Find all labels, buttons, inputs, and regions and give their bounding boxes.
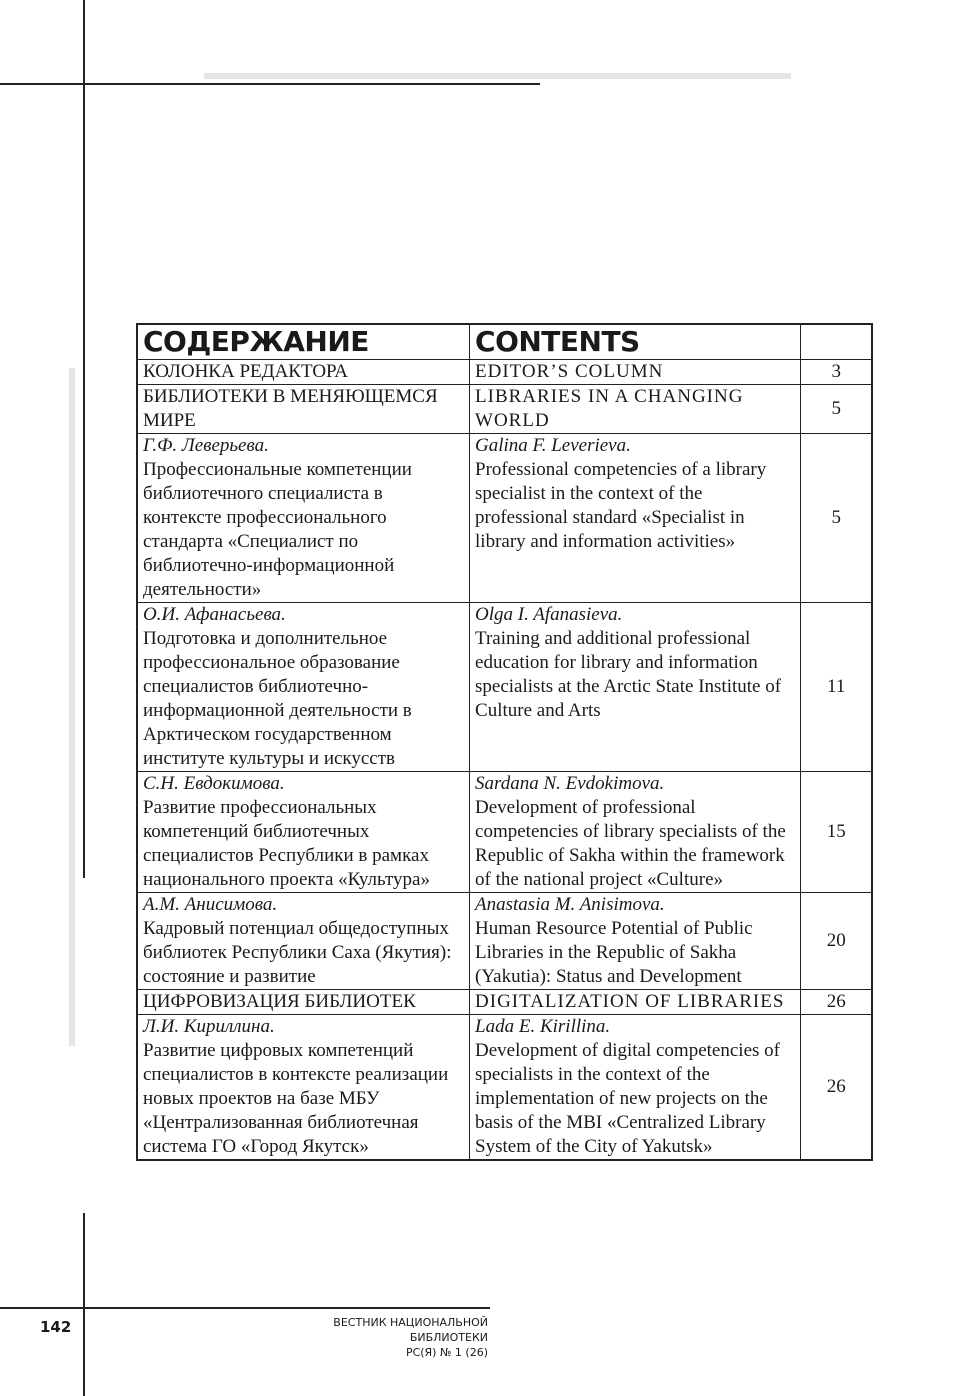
author-ru: А.М. Анисимова. xyxy=(143,894,278,915)
author-en: Anastasia M. Anisimova. xyxy=(475,894,665,915)
article-row xyxy=(137,772,872,893)
cell-ru xyxy=(137,434,470,603)
page-ref: 11 xyxy=(801,603,872,772)
cell-en xyxy=(470,990,801,1015)
cell-en xyxy=(470,385,801,434)
author-en: Olga I. Afanasieva. xyxy=(475,604,623,625)
author-ru: Г.Ф. Леверьева. xyxy=(143,435,269,456)
cell-ru xyxy=(137,360,470,385)
article-title-ru: Кадровый потенциал общедоступных библиотек Республики Саха (Якутия): состояние и развитие xyxy=(143,918,452,987)
cell-ru xyxy=(137,990,470,1015)
cell-en xyxy=(470,772,801,893)
author-ru: Л.И. Кириллина. xyxy=(143,1016,275,1037)
article-title-en: Training and additional professional education for library and information specialists at the Arctic State Institute of Culture and Arts xyxy=(475,628,782,721)
top-vertical-rule xyxy=(83,0,85,878)
section-row xyxy=(137,385,872,434)
journal-title: ВЕСТНИК НАЦИОНАЛЬНОЙ БИБЛИОТЕКИ РС(Я) № 1 (26) xyxy=(333,1316,488,1359)
section-row xyxy=(137,360,872,385)
top-horizontal-rule xyxy=(0,83,540,85)
section-title-en: LIBRARIES IN A CHANGING WORLD xyxy=(475,386,744,431)
author-ru: С.Н. Евдокимова. xyxy=(143,773,285,794)
section-title-ru: БИБЛИОТЕКИ В МЕНЯЮЩЕМСЯ МИРЕ xyxy=(143,386,438,431)
header-en: CONTENTS xyxy=(470,324,801,360)
cell-en xyxy=(470,360,801,385)
article-title-en: Development of digital competencies of specialists in the context of the implementation of new projects on the basis of the MBI «Centralized Library System of the City of Yakutsk» xyxy=(475,1040,780,1157)
page-number: 142 xyxy=(40,1318,72,1336)
page-ref: 26 xyxy=(801,990,872,1015)
cell-ru xyxy=(137,603,470,772)
page-ref: 15 xyxy=(801,772,872,893)
page-ref: 5 xyxy=(801,434,872,603)
article-title-en: Professional competencies of a library specialist in the context of the professional standard «Specialist in library and information activities» xyxy=(475,459,767,552)
cell-ru xyxy=(137,772,470,893)
cell-en xyxy=(470,434,801,603)
cell-en xyxy=(470,1015,801,1161)
section-title-ru: ЦИФРОВИЗАЦИЯ БИБЛИОТЕК xyxy=(143,991,416,1012)
article-row xyxy=(137,1015,872,1161)
table-header-row xyxy=(137,324,872,360)
section-title-en: EDITOR’S COLUMN xyxy=(475,361,664,382)
header-ru: СОДЕРЖАНИЕ xyxy=(137,324,470,360)
author-en: Lada E. Kirillina. xyxy=(475,1016,611,1037)
cell-ru xyxy=(137,1015,470,1161)
left-gray-bar xyxy=(69,368,75,1046)
bottom-vertical-rule xyxy=(83,1213,85,1396)
page-ref: 26 xyxy=(801,1015,872,1161)
article-row xyxy=(137,603,872,772)
author-en: Sardana N. Evdokimova. xyxy=(475,773,665,794)
cell-ru xyxy=(137,893,470,990)
author-en: Galina F. Leverieva. xyxy=(475,435,631,456)
cell-en xyxy=(470,893,801,990)
article-row xyxy=(137,434,872,603)
page-ref: 5 xyxy=(801,385,872,434)
article-title-ru: Профессиональные компетенции библиотечного специалиста в контексте профессионального стандарта «Специалист по библиотечно-информационной деятельности» xyxy=(143,459,412,600)
article-title-ru: Развитие профессиональных компетенций библиотечных специалистов Республики в рамках национального проекта «Культура» xyxy=(143,797,430,890)
section-title-ru: КОЛОНКА РЕДАКТОРА xyxy=(143,361,348,382)
page-ref: 3 xyxy=(801,360,872,385)
cell-en xyxy=(470,603,801,772)
article-row xyxy=(137,893,872,990)
header-page xyxy=(801,324,872,360)
top-gray-bar xyxy=(204,73,791,79)
page-ref: 20 xyxy=(801,893,872,990)
article-title-en: Human Resource Potential of Public Libraries in the Republic of Sakha (Yakutia): Status and Development xyxy=(475,918,753,987)
article-title-ru: Подготовка и дополнительное профессиональное образование специалистов библиотечно-информационной деятельности в Арктическом государственном институте культуры и искусств xyxy=(143,628,412,769)
section-title-en: DIGITALIZATION OF LIBRARIES xyxy=(475,991,785,1012)
author-ru: О.И. Афанасьева. xyxy=(143,604,286,625)
article-title-ru: Развитие цифровых компетенций специалистов в контексте реализации новых проектов на базе МБУ «Централизованная библиотечная система ГО «Город Якутск» xyxy=(143,1040,449,1157)
cell-ru xyxy=(137,385,470,434)
bottom-horizontal-rule xyxy=(0,1307,490,1309)
section-row xyxy=(137,990,872,1015)
contents-table xyxy=(136,323,873,1161)
article-title-en: Development of professional competencies of library specialists of the Republic of Sakha within the framework of the national project «Culture» xyxy=(475,797,786,890)
